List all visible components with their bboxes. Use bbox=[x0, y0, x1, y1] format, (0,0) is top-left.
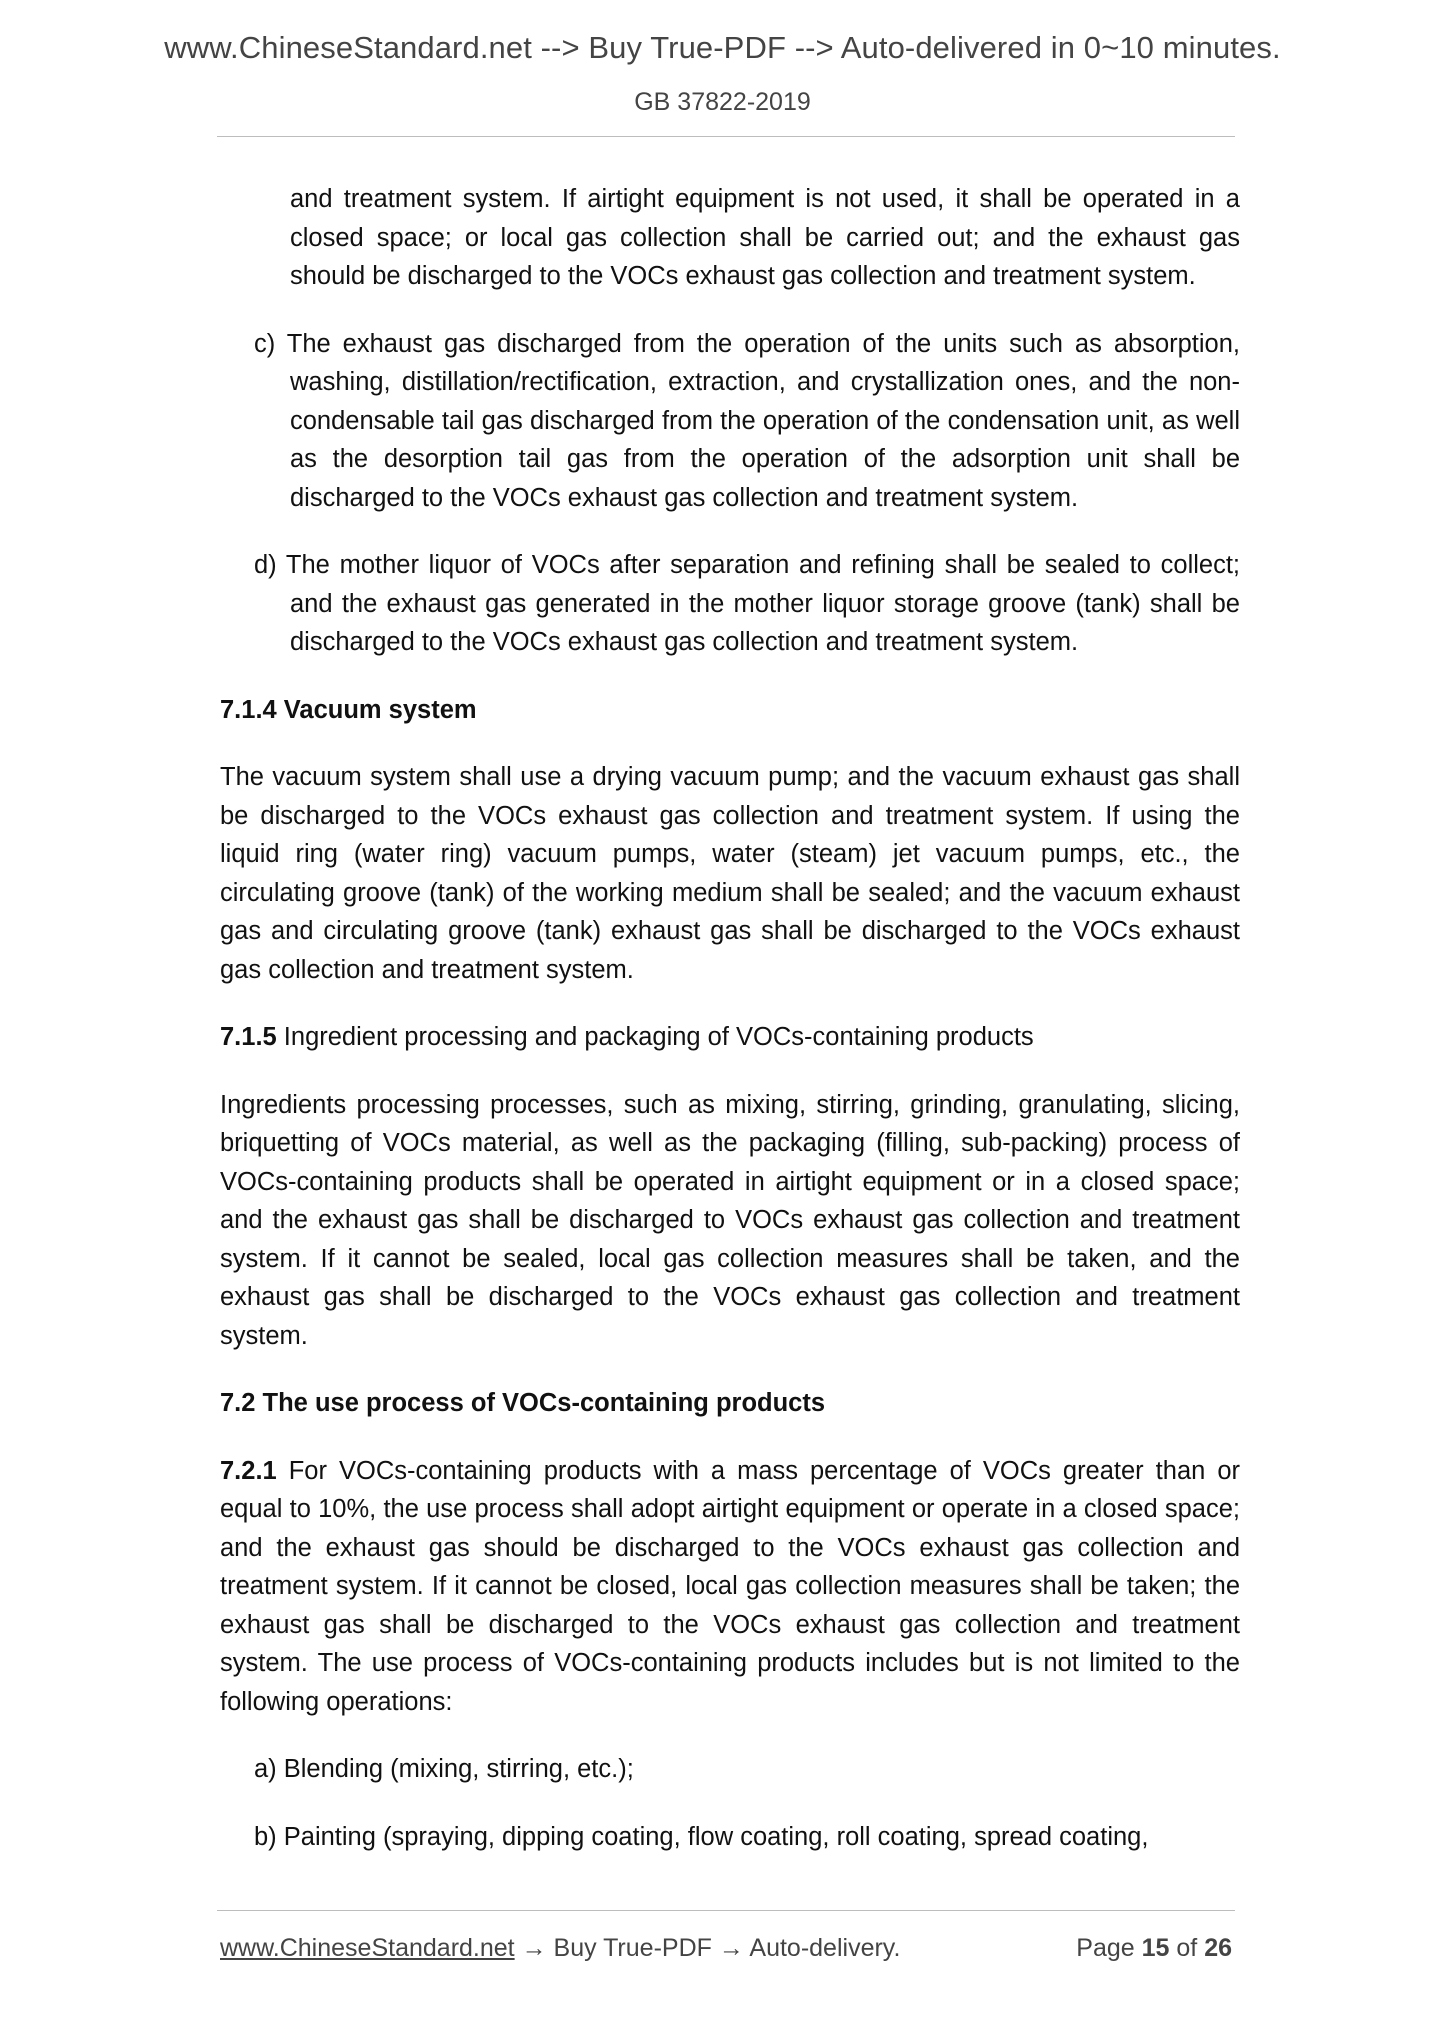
page-current: 15 bbox=[1141, 1934, 1170, 1962]
standard-number: GB 37822-2019 bbox=[634, 88, 811, 116]
list-item-d: d) The mother liquor of VOCs after separation and refining shall be sealed to collect; and the exhaust gas generated in the mother liquor storage groove (tank) shall be discharged to the VOCs exhaust gas collection and treatment system. bbox=[254, 551, 1240, 656]
paragraph-7-2-1 bbox=[220, 1452, 1240, 1722]
page-indicator bbox=[1076, 1934, 1232, 1963]
list-item-c: c) The exhaust gas discharged from the operation of the units such as absorption, washing, distillation/rectification, extraction, and crystallization ones, and the non-condensable tail gas discharged from the operation of the condensation unit, as well as the desorption tail gas from the operation of the adsorption unit shall be discharged to the VOCs exhaust gas collection and treatment system. bbox=[254, 329, 1240, 512]
section-heading-7-1-4: 7.1.4 Vacuum system bbox=[220, 695, 477, 724]
section-heading-7-1-5 bbox=[220, 1018, 1240, 1057]
header-divider bbox=[217, 136, 1235, 137]
paragraph-7-1-5: Ingredients processing processes, such as mixing, stirring, grinding, granulating, slicing, briquetting of VOCs material, as well as the packaging (filling, sub-packing) process of VOCs-containing products shall be operated in airtight equipment or in a closed space; and the exhaust gas shall be discharged to VOCs exhaust gas collection and treatment system. If it cannot be sealed, local gas collection measures shall be taken, and the exhaust gas shall be discharged to the VOCs exhaust gas collection and treatment system. bbox=[220, 1090, 1240, 1350]
document-body bbox=[220, 180, 1240, 1885]
footer-left bbox=[220, 1934, 900, 1963]
page-total: 26 bbox=[1204, 1934, 1232, 1962]
page-footer bbox=[220, 1934, 1232, 1963]
paragraph-7-1-4: The vacuum system shall use a drying vacuum pump; and the vacuum exhaust gas shall be discharged to the VOCs exhaust gas collection and treatment system. If using the liquid ring (water ring) vacuum pumps, water (steam) jet vacuum pumps, etc., the circulating groove (tank) of the working medium shall be sealed; and the vacuum exhaust gas and circulating groove (tank) exhaust gas shall be discharged to the VOCs exhaust gas collection and treatment system. bbox=[220, 763, 1240, 984]
footer-tagline: → Buy True-PDF → Auto-delivery. bbox=[514, 1934, 901, 1962]
site-banner: www.ChineseStandard.net --> Buy True-PDF --> Auto-delivered in 0~10 minutes. bbox=[164, 30, 1281, 65]
list-item-a: a) Blending (mixing, stirring, etc.); bbox=[254, 1755, 634, 1783]
section-number-7-1-5: 7.1.5 bbox=[220, 1023, 277, 1051]
paragraph-7-2-1-text: For VOCs-containing products with a mass percentage of VOCs greater than or equal to 10%, the use process shall adopt airtight equipment or operate in a closed space; and the exhaust gas should be discharged to the VOCs exhaust gas collection and treatment system. If it cannot be closed, local gas collection measures shall be taken; the exhaust gas shall be discharged to the VOCs exhaust gas collection and treatment system. The use process of VOCs-containing products includes but is not limited to the following operations: bbox=[220, 1456, 1240, 1716]
section-title-7-1-5: Ingredient processing and packaging of VOCs-containing products bbox=[276, 1023, 1034, 1051]
section-heading-7-2: 7.2 The use process of VOCs-containing products bbox=[220, 1389, 826, 1417]
footer-divider bbox=[217, 1910, 1235, 1911]
list-item-b: b) Painting (spraying, dipping coating, flow coating, roll coating, spread coating, bbox=[254, 1822, 1149, 1851]
continued-paragraph: and treatment system. If airtight equipment is not used, it shall be operated in a closed space; or local gas collection shall be carried out; and the exhaust gas should be discharged to the VOCs exhaust gas collection and treatment system. bbox=[290, 185, 1240, 290]
footer-site-link[interactable]: www.ChineseStandard.net bbox=[220, 1934, 515, 1962]
page-label: Page bbox=[1076, 1934, 1142, 1962]
section-number-7-2-1: 7.2.1 bbox=[220, 1456, 277, 1485]
page-of: of bbox=[1169, 1934, 1205, 1962]
